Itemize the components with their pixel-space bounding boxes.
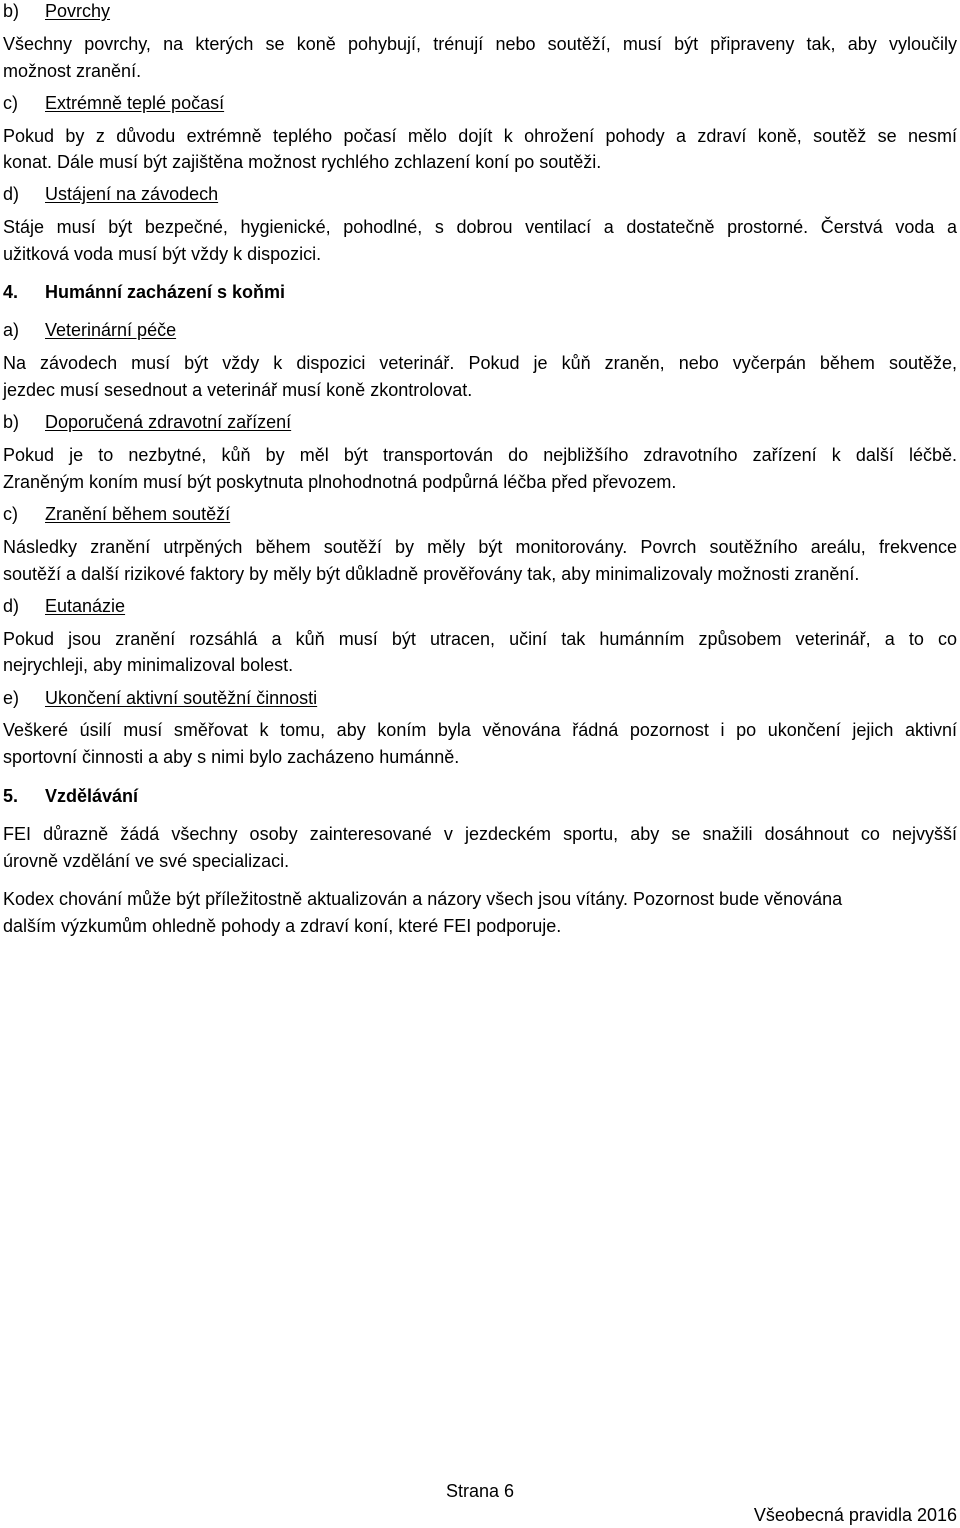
paragraph-line: nejrychleji, aby minimalizoval bolest.: [3, 655, 294, 675]
subheading-eutanazie: [3, 595, 125, 617]
subheading-title: Ukončení aktivní soutěžní činnosti: [45, 688, 318, 708]
paragraph-line: sportovní činnosti a aby s nimi bylo zacházeno humánně.: [3, 747, 460, 767]
section-number: 4.: [3, 282, 19, 302]
subheading-title: Extrémně teplé počasí: [45, 93, 225, 113]
section-title: Humánní zacházení s koňmi: [45, 282, 286, 302]
paragraph-line: Na závodech musí být vždy k dispozici veterinář. Pokud je kůň zraněn, nebo vyčerpán během soutěže,: [3, 353, 957, 373]
paragraph-line: konat. Dále musí být zajištěna možnost rychlého zchlazení koní po soutěži.: [3, 152, 602, 172]
subheading-povrchy: [3, 0, 110, 22]
paragraph-line: užitková voda musí být vždy k dispozici.: [3, 244, 322, 264]
section-title: Vzdělávání: [45, 786, 139, 806]
paragraph-line: Veškeré úsilí musí směřovat k tomu, aby koním byla věnována řádná pozornost i po ukončení jejich aktivní: [3, 720, 957, 740]
section-heading-5: [3, 785, 138, 807]
paragraph-line: Kodex chování může být příležitostně aktualizován a názory všech jsou vítány. Pozornost bude věnována: [3, 889, 843, 909]
paragraph-line: dalším výzkumům ohledně pohody a zdraví koní, které FEI podporuje.: [3, 916, 562, 936]
paragraph-line: možnost zranění.: [3, 61, 142, 81]
paragraph-line: Následky zranění utrpěných během soutěží by měly být monitorovány. Povrch soutěžního areálu, frekvence: [3, 537, 957, 557]
paragraph-line: soutěží a další rizikové faktory by měly být důkladně prověřovány tak, aby minimalizovaly možnosti zranění.: [3, 564, 860, 584]
subheading-zdravotni-zarizeni: [3, 411, 291, 433]
subheading-letter: b): [3, 412, 20, 432]
section-heading-4: [3, 281, 285, 303]
paragraph-line: Zraněným koním musí být poskytnuta plnohodnotná podpůrná léčba před převozem.: [3, 472, 677, 492]
page-number: Strana 6: [446, 1481, 515, 1501]
subheading-letter: c): [3, 93, 18, 113]
subheading-letter: c): [3, 504, 18, 524]
document-footer-title: Všeobecná pravidla 2016: [753, 1505, 957, 1525]
subheading-letter: d): [3, 184, 20, 204]
subheading-extremne-teple-pocasi: [3, 92, 224, 114]
paragraph-line: úrovně vzdělání ve své specializaci.: [3, 851, 290, 871]
subheading-title: Povrchy: [45, 1, 111, 21]
subheading-veterinarni-pece: [3, 319, 176, 341]
subheading-ustajeni: [3, 183, 218, 205]
section-number: 5.: [3, 786, 19, 806]
paragraph-line: Pokud jsou zranění rozsáhlá a kůň musí být utracen, učiní tak humánním způsobem veterinář, a to co: [3, 629, 957, 649]
subheading-letter: d): [3, 596, 20, 616]
subheading-zraneni: [3, 503, 230, 525]
subheading-title: Zranění během soutěží: [45, 504, 231, 524]
paragraph-line: Všechny povrchy, na kterých se koně pohybují, trénují nebo soutěží, musí být připraveny tak, aby vyloučily: [3, 34, 957, 54]
paragraph-line: jezdec musí sesednout a veterinář musí koně zkontrolovat.: [3, 380, 473, 400]
subheading-letter: a): [3, 320, 20, 340]
subheading-ukonceni: [3, 687, 317, 709]
paragraph-line: Pokud by z důvodu extrémně teplého počasí mělo dojít k ohrožení pohody a zdraví koně, soutěž se nesmí: [3, 126, 957, 146]
paragraph-line: Stáje musí být bezpečné, hygienické, pohodlné, s dobrou ventilací a dostatečně prostorné. Čerstvá voda a: [3, 217, 957, 237]
subheading-title: Veterinární péče: [45, 320, 177, 340]
subheading-letter: b): [3, 1, 20, 21]
subheading-letter: e): [3, 688, 20, 708]
paragraph-line: FEI důrazně žádá všechny osoby zainteresované v jezdeckém sportu, aby se snažili dosáhnout co nejvyšší: [3, 824, 957, 844]
subheading-title: Eutanázie: [45, 596, 126, 616]
paragraph-line: Pokud je to nezbytné, kůň by měl být transportován do nejbližšího zdravotního zařízení k další léčbě.: [3, 445, 957, 465]
subheading-title: Ustájení na závodech: [45, 184, 219, 204]
subheading-title: Doporučená zdravotní zařízení: [45, 412, 292, 432]
